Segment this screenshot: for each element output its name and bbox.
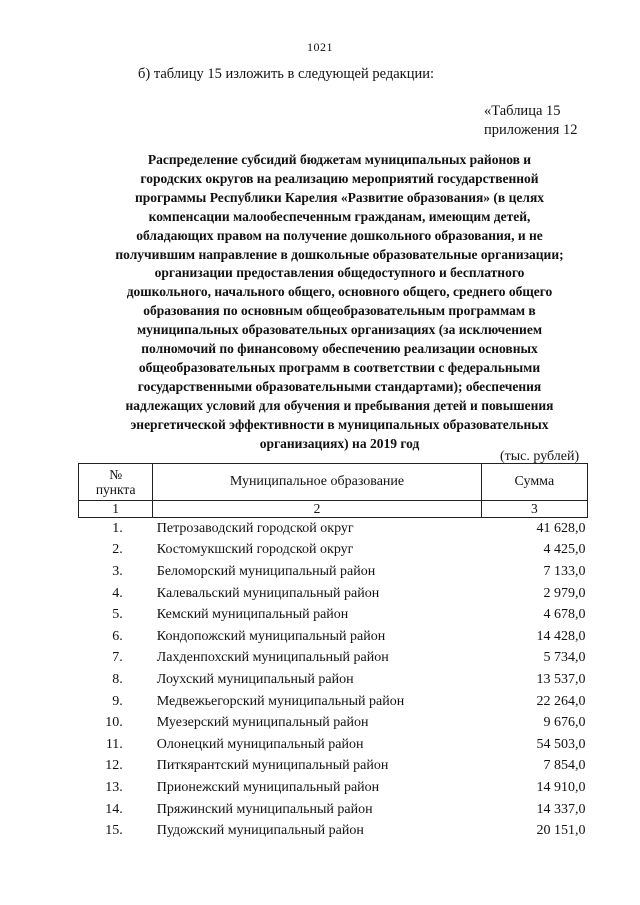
row-number: 9. <box>112 693 123 709</box>
row-number: 6. <box>112 628 123 644</box>
header-number-symbol: № <box>109 467 123 482</box>
subsidy-table <box>78 463 588 842</box>
table-row <box>79 561 588 583</box>
row-sum: 22 264,0 <box>536 693 586 709</box>
row-sum: 9 676,0 <box>543 715 586 731</box>
row-municipality: Кондопожский муниципальный район <box>156 628 386 644</box>
row-number: 11. <box>105 736 123 752</box>
row-number: 10. <box>105 715 123 731</box>
row-number: 3. <box>112 563 123 579</box>
title-line: надлежащих условий для обучения и пребывания детей и повышения <box>125 397 554 413</box>
table-row <box>79 669 588 691</box>
row-sum: 2 979,0 <box>543 585 586 601</box>
row-number: 4. <box>112 585 123 601</box>
title-line: обладающих правом на получение дошкольного образования, и не <box>136 227 543 243</box>
title-line: городских округов на реализацию мероприятий государственной <box>140 170 539 186</box>
table-row <box>79 648 588 670</box>
column-number-3: 3 <box>481 501 587 518</box>
table-row <box>79 777 588 799</box>
row-municipality: Беломорский муниципальный район <box>156 563 376 579</box>
table-row <box>79 820 588 842</box>
title-line: организациях) на 2019 год <box>259 435 420 451</box>
row-municipality: Кемский муниципальный район <box>156 607 349 623</box>
row-number: 14. <box>105 801 123 817</box>
table-header-row <box>79 464 588 501</box>
row-municipality: Лахденпохский муниципальный район <box>156 650 389 666</box>
title-line: Распределение субсидий бюджетам муниципальных районов и <box>147 152 532 167</box>
title-line: государственными образовательными стандартами); обеспечения <box>137 378 542 394</box>
title-line: полномочий по финансовому обеспечению реализации основных <box>141 341 538 357</box>
header-sum: Сумма <box>481 464 587 501</box>
row-municipality: Медвежьегорский муниципальный район <box>156 693 405 709</box>
table-row <box>79 583 588 605</box>
title-line: организации предоставления общедоступного и бесплатного <box>154 265 525 281</box>
row-number: 15. <box>105 823 123 839</box>
row-sum: 14 337,0 <box>536 801 586 817</box>
table-row <box>79 691 588 713</box>
row-municipality: Костомукшский городской округ <box>156 542 354 558</box>
row-number: 8. <box>112 671 123 687</box>
table-row <box>79 712 588 734</box>
table-row <box>79 518 588 540</box>
table-body <box>79 518 588 842</box>
row-municipality: Олонецкий муниципальный район <box>156 736 364 752</box>
table-row <box>79 540 588 562</box>
units-label: (тыс. рублей) <box>500 449 580 464</box>
row-municipality: Пряжинский муниципальный район <box>156 801 373 817</box>
document-title <box>72 151 607 454</box>
row-number: 2. <box>112 542 123 558</box>
page-number: 1021 <box>307 40 333 54</box>
row-sum: 14 428,0 <box>536 628 586 644</box>
title-line: получившим направление в дошкольные образовательные организации; <box>115 246 564 262</box>
row-municipality: Прионежский муниципальный район <box>156 779 380 795</box>
row-number: 5. <box>112 607 123 623</box>
header-number-label: пункта <box>95 482 136 497</box>
caption-line-2: приложения 12 <box>484 122 578 138</box>
column-number-1: 1 <box>79 501 153 518</box>
caption-line-1: «Таблица 15 <box>484 103 561 119</box>
row-sum: 4 425,0 <box>543 542 586 558</box>
row-sum: 20 151,0 <box>536 823 586 839</box>
row-municipality: Калевальский муниципальный район <box>156 585 380 601</box>
table-row <box>79 756 588 778</box>
row-sum: 7 133,0 <box>543 563 586 579</box>
row-sum: 54 503,0 <box>536 736 586 752</box>
row-municipality: Лоухский муниципальный район <box>156 671 354 687</box>
row-sum: 13 537,0 <box>536 671 586 687</box>
header-item-number <box>79 464 153 501</box>
title-line: энергетической эффективности в муниципальных образовательных <box>130 416 549 432</box>
row-sum: 41 628,0 <box>536 520 586 536</box>
title-line: общеобразовательных программ в соответствии с федеральными <box>138 359 541 375</box>
row-number: 13. <box>105 779 123 795</box>
row-sum: 14 910,0 <box>536 779 586 795</box>
row-number: 1. <box>112 520 123 536</box>
column-number-row <box>79 501 588 518</box>
title-line: образования по основным общеобразовательным программам в <box>143 303 536 319</box>
row-sum: 7 854,0 <box>543 758 586 774</box>
table-row <box>79 799 588 821</box>
row-sum: 4 678,0 <box>543 607 586 623</box>
row-municipality: Питкярантский муниципальный район <box>156 758 389 774</box>
title-line: дошкольного, начального общего, основного общего, среднего общего <box>126 284 553 300</box>
row-sum: 5 734,0 <box>543 650 586 666</box>
title-line: муниципальных образовательных организациях (за исключением <box>136 322 543 338</box>
row-municipality: Муезерский муниципальный район <box>156 715 369 731</box>
title-line: компенсации малообеспеченным гражданам, имеющим детей, <box>148 208 531 224</box>
table-row <box>79 734 588 756</box>
column-number-2: 2 <box>153 501 481 518</box>
row-number: 12. <box>105 758 123 774</box>
row-municipality: Пудожский муниципальный район <box>156 823 364 839</box>
title-line: программы Республики Карелия «Развитие образования» (в целях <box>134 189 544 205</box>
row-municipality: Петрозаводский городской округ <box>156 520 354 536</box>
row-number: 7. <box>112 650 123 666</box>
table-row <box>79 604 588 626</box>
header-municipality: Муниципальное образование <box>153 464 481 501</box>
table-caption <box>484 102 577 140</box>
intro-paragraph: б) таблицу 15 изложить в следующей редакции: <box>138 66 435 82</box>
table-row <box>79 626 588 648</box>
